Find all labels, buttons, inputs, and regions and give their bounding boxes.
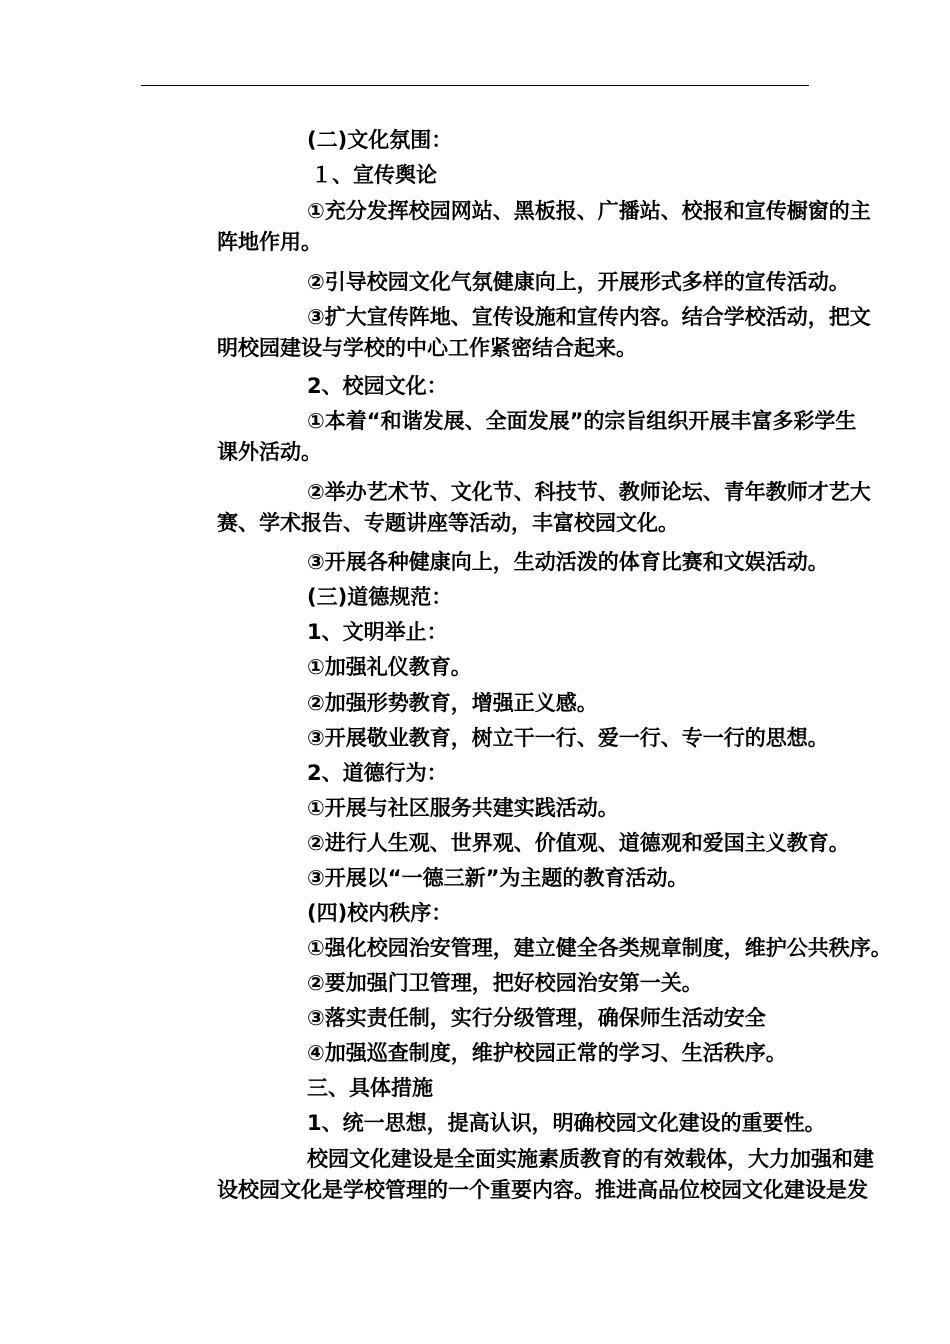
paragraph-line: ③开展敬业教育，树立干一行、爱一行、专一行的思想。 [307, 726, 829, 750]
paragraph-line: ④加强巡查制度，维护校园正常的学习、生活秩序。 [307, 1041, 787, 1065]
paragraph-line: ①强化校园治安管理，建立健全各类规章制度，维护公共秩序。 [307, 936, 892, 960]
paragraph-line: ②要加强门卫管理，把好校园治安第一关。 [307, 971, 703, 995]
paragraph-line: ①本着“和谐发展、全面发展”的宗旨组织开展丰富多彩学生 [307, 409, 857, 433]
paragraph-line: ②加强形势教育，增强正义感。 [307, 691, 598, 715]
subsection-heading: 1、文明举止： [307, 620, 448, 644]
paragraph-line: 课外活动。 [217, 440, 322, 464]
paragraph-line: 赛、学术报告、专题讲座等活动，丰富校园文化。 [217, 511, 679, 535]
paragraph-line: ①加强礼仪教育。 [307, 655, 472, 679]
paragraph-line: ①开展与社区服务共建实践活动。 [307, 796, 619, 820]
header-rule [141, 85, 809, 86]
section-heading: (三)道德规范： [307, 585, 453, 609]
paragraph-line: ①充分发挥校园网站、黑板报、广播站、校报和宣传橱窗的主 [307, 199, 871, 223]
paragraph-line: ③扩大宣传阵地、宣传设施和宣传内容。结合学校活动，把文 [307, 305, 871, 329]
subsection-heading: 2、道德行为： [307, 761, 448, 785]
paragraph-line: ③落实责任制，实行分级管理，确保师生活动安全 [307, 1006, 766, 1030]
paragraph-line: ②进行人生观、世界观、价值观、道德观和爱国主义教育。 [307, 831, 850, 855]
paragraph-line: ②引导校园文化气氛健康向上，开展形式多样的宣传活动。 [307, 270, 850, 294]
paragraph-line: 设校园文化是学校管理的一个重要内容。推进高品位校园文化建设是发 [217, 1178, 868, 1202]
paragraph-line: 1、统一思想，提高认识，明确校园文化建设的重要性。 [307, 1111, 826, 1135]
paragraph-line: 阵地作用。 [217, 230, 322, 254]
paragraph-line: 明校园建设与学校的中心工作紧密结合起来。 [217, 336, 637, 360]
subsection-heading: １、宣传舆论 [311, 163, 437, 187]
section-heading: (二)文化氛围： [307, 128, 453, 152]
section-heading: 三、具体措施 [307, 1076, 433, 1100]
paragraph-line: ③开展以“一德三新”为主题的教育活动。 [307, 866, 689, 890]
subsection-heading: 2、校园文化： [307, 374, 448, 398]
paragraph-line: ③开展各种健康向上，生动活泼的体育比赛和文娱活动。 [307, 550, 829, 574]
paragraph-line: ②举办艺术节、文化节、科技节、教师论坛、青年教师才艺大 [307, 480, 871, 504]
paragraph-line: 校园文化建设是全面实施素质教育的有效载体，大力加强和建 [307, 1147, 874, 1171]
section-heading: (四)校内秩序： [307, 901, 453, 925]
